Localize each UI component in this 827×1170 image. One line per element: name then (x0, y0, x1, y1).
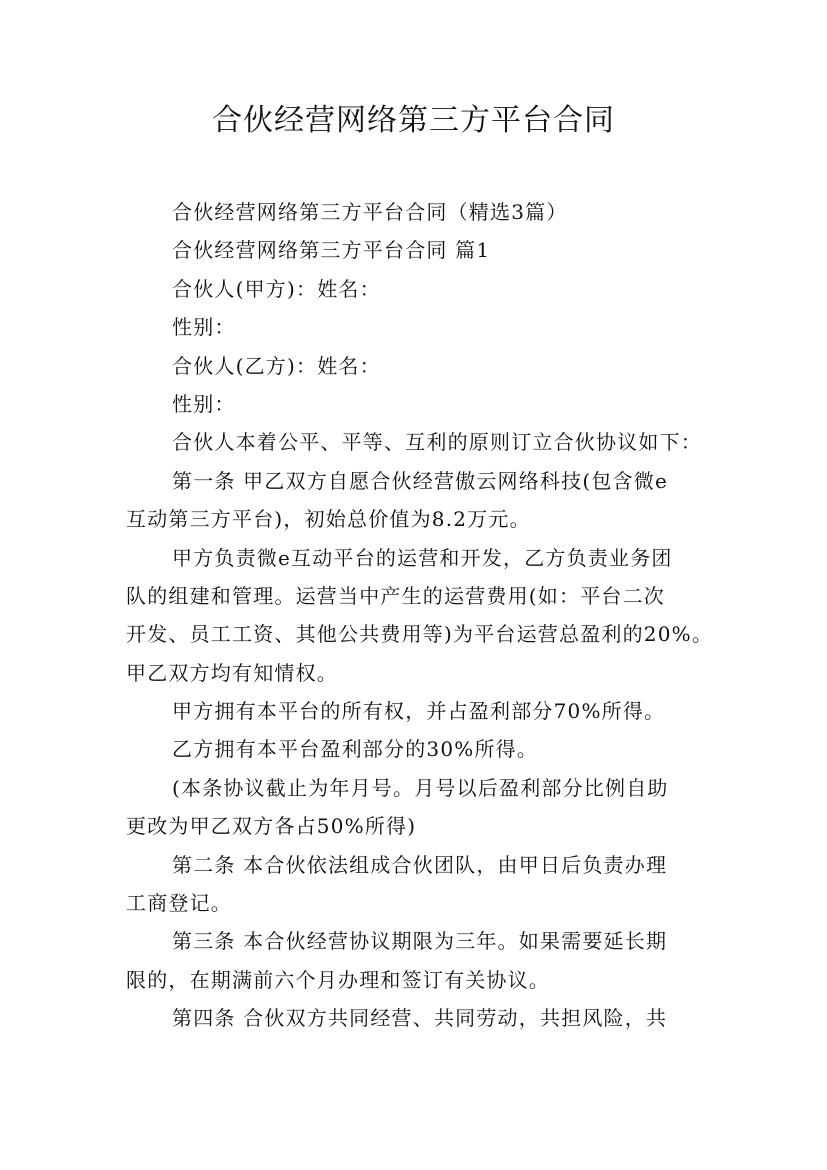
paragraph-line: 第二条 本合伙依法组成合伙团队，由甲日后负责办理 (172, 852, 668, 877)
paragraph-line: 合伙人(甲方)：姓名： (172, 276, 381, 301)
paragraph-line: 更改为甲乙双方各占50%所得) (126, 814, 417, 839)
paragraph-line: 合伙人(乙方)：姓名： (172, 353, 381, 378)
paragraph-line: 合伙经营网络第三方平台合同（精选3篇） (172, 200, 568, 224)
document-title: 合伙经营网络第三方平台合同 (212, 103, 615, 138)
paragraph-line: 性别： (172, 391, 236, 416)
paragraph-line: 开发、员工工资、其他公共费用等)为平台运营总盈利的20%。 (126, 622, 714, 647)
paragraph-line: (本条协议截止为年月号。月号以后盈利部分比例自助 (172, 775, 669, 800)
paragraph-line: 工商登记。 (126, 891, 232, 916)
paragraph-line: 合伙人本着公平、平等、互利的原则订立合伙协议如下： (172, 430, 702, 455)
document-body (126, 193, 726, 1038)
paragraph-line: 第一条 甲乙双方自愿合伙经营傲云网络科技(包含微e (172, 468, 668, 493)
paragraph-line: 甲方负责微e互动平台的运营和开发，乙方负责业务团 (172, 545, 673, 570)
paragraph-line: 队的组建和管理。运营当中产生的运营费用(如：平台二次 (126, 583, 666, 608)
paragraph-line: 甲乙双方均有知情权。 (126, 660, 338, 685)
paragraph-line: 限的，在期满前六个月办理和签订有关协议。 (126, 967, 550, 992)
paragraph-line: 乙方拥有本平台盈利部分的30%所得。 (172, 737, 539, 762)
paragraph-line: 第三条 本合伙经营协议期限为三年。如果需要延长期 (172, 929, 668, 954)
paragraph-line: 甲方拥有本平台的所有权，并占盈利部分70%所得。 (172, 699, 666, 724)
paragraph-line: 性别： (172, 315, 236, 340)
paragraph-line: 互动第三方平台)，初始总价值为8.2万元。 (126, 507, 531, 532)
paragraph-line: 第四条 合伙双方共同经营、共同劳动，共担风险，共 (172, 1006, 668, 1031)
paragraph-line: 合伙经营网络第三方平台合同 篇1 (172, 238, 491, 263)
